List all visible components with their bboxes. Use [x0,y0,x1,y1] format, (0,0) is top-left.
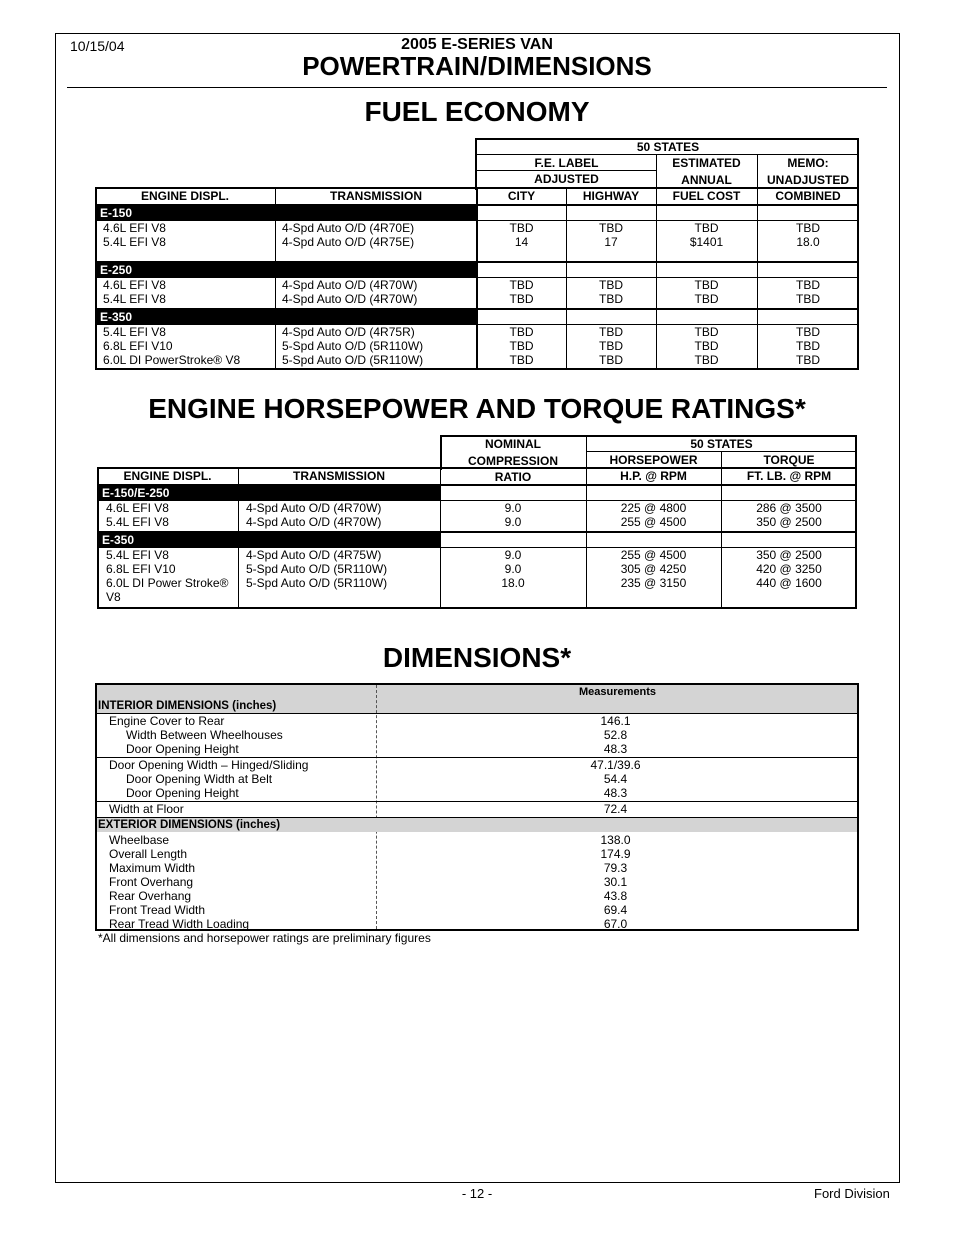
fe-combined: TBD [796,339,820,353]
hp-header-nominal: RATIO [494,470,532,484]
dim-value: 30.1 [603,875,628,889]
dim-value: 67.0 [603,917,628,931]
hp-horsepower: 305 @ 4250 [620,562,687,576]
fe-highway: TBD [599,325,623,339]
hp-col-divider [238,467,239,485]
dim-label: Rear Tread Width Loading [109,917,250,931]
hp-ratio: 9.0 [504,515,522,529]
dim-value: 72.4 [603,802,628,816]
fe-col-divider [275,277,276,309]
fe-transmission: 4-Spd Auto O/D (4R70W) [282,278,418,292]
fe-combined: TBD [796,353,820,367]
hp-header-transmission: TRANSMISSION [292,469,385,483]
fe-col-divider [275,220,276,262]
dim-label: Door Opening Width at Belt [126,772,273,786]
fe-highway: TBD [599,292,623,306]
hp-transmission: 4-Spd Auto O/D (4R75W) [246,548,382,562]
dim-label: Door Opening Height [126,786,239,800]
fe-header-engine: ENGINE DISPL. [140,189,229,203]
hp-header-torque: TORQUE [763,453,815,467]
hp-engine: 6.8L EFI V10 [106,562,176,576]
hp-col-divider [238,547,239,609]
dim-exterior-header: EXTERIOR DIMENSIONS (inches) [98,819,281,831]
hp-torque: 286 @ 3500 [756,501,822,515]
dim-label: Width at Floor [109,802,184,816]
dim-interior-header: INTERIOR DIMENSIONS (inches) [98,700,277,712]
hp-horsepower: 225 @ 4800 [620,501,687,515]
fe-col-divider [275,324,276,370]
hp-torque: 350 @ 2500 [756,515,822,529]
fe-header-transmission: TRANSMISSION [329,189,422,203]
hp-header-group: 50 STATES [690,437,753,451]
hp-header-engine: ENGINE DISPL. [123,469,212,483]
hp-transmission: 4-Spd Auto O/D (4R70W) [246,515,382,529]
fe-city: TBD [509,278,534,292]
horsepower-title: ENGINE HORSEPOWER AND TORQUE RATINGS* [148,393,806,424]
fe-highway: 17 [604,235,618,249]
fe-header-estimated: ANNUAL [681,172,732,187]
fe-city: TBD [509,292,534,306]
fe-city: TBD [509,221,534,235]
dim-value: 69.4 [603,903,628,917]
fe-transmission: 5-Spd Auto O/D (5R110W) [282,353,424,367]
fe-transmission: 4-Spd Auto O/D (4R75R) [282,325,415,339]
dim-value: 47.1/39.6 [590,758,641,772]
fe-fuel-cost: TBD [694,325,719,339]
footer-division: Ford Division [814,1186,890,1201]
fe-header-adjusted: ADJUSTED [534,172,599,186]
fe-col-divider [275,187,276,205]
document-title: POWERTRAIN/DIMENSIONS [302,51,652,81]
dim-label: Door Opening Height [126,742,239,756]
hp-col-divider [238,500,239,532]
hp-engine: 4.6L EFI V8 [106,501,169,515]
hp-header-hp-rpm: H.P. @ RPM [620,469,687,483]
hp-header-horsepower: HORSEPOWER [609,453,698,467]
hp-horsepower: 255 @ 4500 [620,515,687,529]
title-rule [67,87,887,88]
hp-header-nominal: COMPRESSION [467,453,558,468]
fe-header-estimated: ESTIMATED [672,156,741,170]
fe-fuel-cost: TBD [694,278,719,292]
dim-value: 54.4 [603,772,628,786]
fe-header-city: CITY [507,189,536,203]
dim-value: 43.8 [603,889,628,903]
dim-label: Door Opening Width – Hinged/Sliding [109,758,309,772]
hp-horsepower: 235 @ 3150 [620,576,687,590]
dim-value: 174.9 [600,847,631,861]
fe-fuel-cost: TBD [694,353,719,367]
fe-highway: TBD [599,339,623,353]
dim-label: Engine Cover to Rear [109,714,225,728]
document-date: 10/15/04 [70,38,125,54]
fuel-economy-title: FUEL ECONOMY [364,96,590,127]
hp-torque: 420 @ 3250 [756,562,822,576]
hp-torque: 440 @ 1600 [756,576,822,590]
hp-ratio: 9.0 [504,562,522,576]
fe-fuel-cost: $1401 [689,235,724,249]
dim-label: Rear Overhang [109,889,192,903]
hp-header-nominal: NOMINAL [485,437,541,451]
dim-value: 52.8 [603,728,628,742]
hp-ratio: 18.0 [501,576,525,590]
fe-fuel-cost: TBD [694,221,719,235]
dim-label: Width Between Wheelhouses [126,728,283,742]
hp-ratio: 9.0 [504,501,522,515]
hp-engine: V8 [106,590,121,604]
fe-group-bar: E-350 [97,310,476,324]
fe-engine: 5.4L EFI V8 [103,292,166,306]
hp-horsepower: 255 @ 4500 [620,548,687,562]
hp-transmission: 4-Spd Auto O/D (4R70W) [246,501,382,515]
fe-engine: 6.0L DI PowerStroke® V8 [103,353,241,367]
hp-transmission: 5-Spd Auto O/D (5R110W) [246,562,388,576]
fe-highway: TBD [599,221,623,235]
fe-fuel-cost: TBD [694,292,719,306]
hp-group-bar: E-150/E-250 [99,486,440,500]
dim-label: Wheelbase [109,833,170,847]
dim-measurements-header: Measurements [578,686,657,698]
dim-label: Maximum Width [109,861,196,875]
fe-header-memo: UNADJUSTED [766,172,849,187]
dim-value: 146.1 [600,714,631,728]
dim-value: 79.3 [603,861,628,875]
dimensions-title: DIMENSIONS* [382,642,572,673]
dim-label: Front Overhang [109,875,194,889]
fe-fuel-cost: TBD [694,339,719,353]
fe-header-group: 50 STATES [636,140,700,154]
fe-combined: TBD [796,221,820,235]
dim-label: Front Tread Width [109,903,206,917]
hp-torque: 350 @ 2500 [756,548,822,562]
fe-header-memo: MEMO: [787,156,829,170]
fe-engine: 4.6L EFI V8 [103,221,166,235]
fe-combined: TBD [796,325,820,339]
fe-group-bar: E-150 [97,206,476,220]
fe-combined: TBD [796,292,820,306]
fe-transmission: 4-Spd Auto O/D (4R75E) [282,235,415,249]
fe-header-memo: COMBINED [775,189,841,203]
hp-header-ft-rpm: FT. LB. @ RPM [746,469,832,483]
fe-city: TBD [509,339,534,353]
dim-label: Overall Length [109,847,188,861]
hp-transmission: 5-Spd Auto O/D (5R110W) [246,576,388,590]
fe-engine: 4.6L EFI V8 [103,278,166,292]
page-number: - 12 - [461,1186,493,1201]
fe-city: TBD [509,353,534,367]
dim-value: 48.3 [603,742,628,756]
fe-header-estimated: FUEL COST [672,189,741,203]
fe-transmission: 4-Spd Auto O/D (4R70W) [282,292,418,306]
fe-header-highway: HIGHWAY [582,189,640,203]
dim-value: 138.0 [600,833,631,847]
fe-header-fe-label: F.E. LABEL [534,156,599,170]
hp-group-bar: E-350 [99,533,440,547]
dim-value: 48.3 [603,786,628,800]
hp-engine: 6.0L DI Power Stroke® [106,576,229,590]
fe-engine: 5.4L EFI V8 [103,235,166,249]
fe-transmission: 5-Spd Auto O/D (5R110W) [282,339,424,353]
fe-city: TBD [509,325,534,339]
fe-city: 14 [514,235,529,249]
fe-engine: 6.8L EFI V10 [103,339,173,353]
hp-engine: 5.4L EFI V8 [106,548,169,562]
fe-combined: 18.0 [796,235,820,249]
fe-highway: TBD [599,353,623,367]
footnote: *All dimensions and horsepower ratings are preliminary figures [98,931,431,945]
fe-combined: TBD [796,278,820,292]
document-subtitle: 2005 E-SERIES VAN [401,36,553,53]
fe-transmission: 4-Spd Auto O/D (4R70E) [282,221,415,235]
hp-engine: 5.4L EFI V8 [106,515,169,529]
fe-highway: TBD [599,278,623,292]
fe-engine: 5.4L EFI V8 [103,325,166,339]
hp-ratio: 9.0 [504,548,522,562]
fe-group-bar: E-250 [97,263,476,277]
